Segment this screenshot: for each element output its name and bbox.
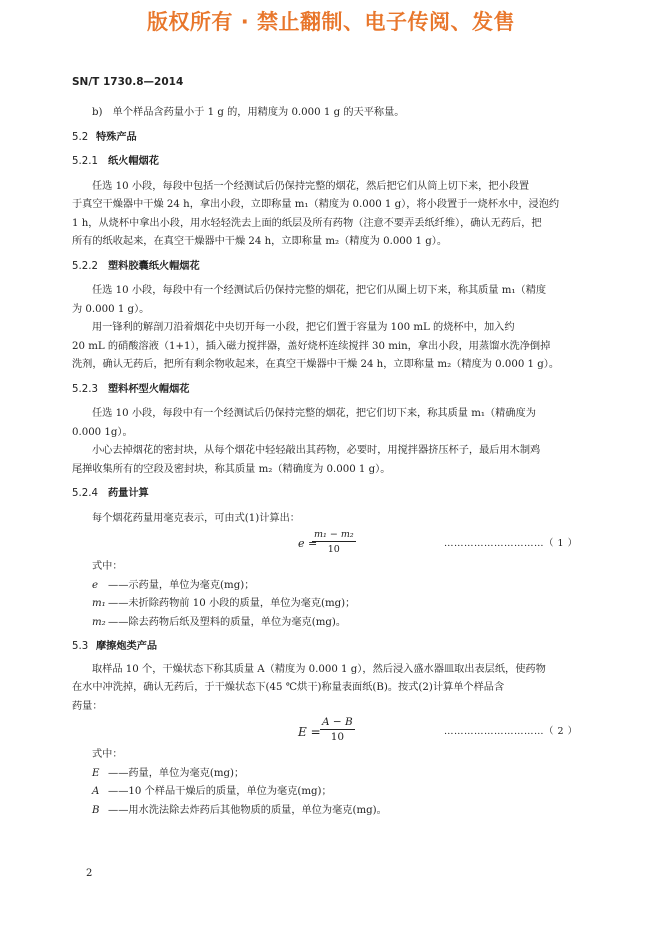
page-number: 2 [86, 868, 93, 879]
heading-5-2-1 [72, 153, 588, 172]
paragraph-line: 任选 10 小段，每段中有一个经测试后仍保持完整的烟花，把它们切下来，称其质量 m₁（精确度为 [92, 408, 536, 419]
heading-5-2-3 [72, 381, 588, 400]
definition-symbol: e [92, 579, 99, 591]
where-label: 式中： [92, 749, 123, 760]
paragraph-line: 任选 10 小段，每段中有一个经测试后仍保持完整的烟花，把它们从圈上切下来，称其质量 m₁（精度 [92, 285, 547, 296]
definition-symbol: A [92, 786, 100, 797]
heading-title: 特殊产品 [96, 131, 137, 143]
definition-line [72, 595, 588, 614]
heading-title: 纸火帽烟花 [108, 156, 159, 167]
definition-text: ——10 个样品干燥后的质量，单位为毫克(mg)； [108, 786, 332, 797]
paragraph-line: 为 0.000 1 g）。 [72, 303, 150, 315]
heading-5-2 [72, 129, 588, 148]
formula-fraction [312, 528, 356, 556]
definition-symbol: B [92, 804, 100, 816]
formula-2 [72, 716, 588, 746]
definition-symbol: E [92, 767, 100, 779]
paragraph-line: 在水中冲洗掉，确认无药后，于干燥状态下(45 ℃烘干)称量表面纸(B)。按式(2)计算单个样品含 [72, 682, 505, 693]
paragraph-line: 洗剂，确认无药后，把所有剩余物收起来，在真空干燥器中干燥 24 h，立即称量 m₂（精度为 0.000 1 g）。 [72, 359, 560, 370]
paragraph-line: 20 mL 的硝酸溶液（1+1），插入磁力搅拌器，盖好烧杯连续搅拌 30 min，拿出小段，用蒸馏水洗净倒掉 [72, 340, 551, 352]
paragraph-line: 取样品 10 个，干燥状态下称其质量 A（精度为 0.000 1 g），然后浸入盛水器皿取出表层纸，使药物 [92, 663, 546, 675]
definition-line [72, 783, 588, 802]
formula-denominator: 10 [327, 544, 340, 555]
heading-5-2-2 [72, 258, 588, 277]
heading-title: 摩擦炮类产品 [96, 641, 158, 652]
heading-title: 塑料胶囊纸火帽烟花 [108, 260, 200, 272]
heading-number: 5.2.3 [72, 383, 98, 395]
formula-numerator: m₁ − m₂ [314, 529, 354, 540]
definition-text: ——除去药物后纸及塑料的质量，单位为毫克(mg)。 [108, 616, 347, 628]
where-label: 式中： [92, 561, 123, 572]
equation-number: …………………………（ 2 ） [444, 726, 578, 737]
paragraph-line: 所有的纸收起来，在真空干燥器中干燥 24 h，立即称量 m₂（精度为 0.000 1 g）。 [72, 236, 448, 247]
paragraph-line: 药量： [72, 700, 103, 712]
definition-line [72, 765, 588, 784]
definition-text: ——用水洗法除去炸药后其他物质的质量，单位为毫克(mg)。 [108, 804, 387, 816]
paragraph-line: 小心去掉烟花的密封块，从每个烟花中轻轻敲出其药物，必要时，用搅拌器挤压杯子，最后用木制鸡 [92, 445, 541, 456]
paragraph-line: 尾掸收集所有的空段及密封块，称其质量 m₂（精确度为 0.000 1 g）。 [72, 463, 391, 475]
formula-lhs: e = [298, 537, 318, 550]
definition-text: ——药量，单位为毫克(mg)； [108, 767, 245, 779]
paragraph-line: 1 h，从烧杯中拿出小段，用水轻轻洗去上面的纸层及所有药物（注意不要弄丢纸纤维），确认无药后，把 [72, 217, 542, 229]
formula-numerator: A − B [322, 716, 353, 728]
heading-title: 塑料杯型火帽烟花 [108, 383, 190, 395]
paragraph-line: 用一锋利的解剖刀沿着烟花中央切开每一小段，把它们置于容量为 100 mL 的烧杯中，加入约 [92, 322, 515, 333]
formula-denominator: 10 [330, 731, 345, 743]
copyright-watermark: 版权所有 · 禁止翻制、电子传阅、发售 [146, 10, 516, 34]
definition-symbol: m₂ [92, 616, 106, 628]
equation-number: …………………………（ 1 ） [444, 538, 578, 549]
heading-number: 5.2.4 [72, 488, 98, 499]
formula-fraction [320, 716, 355, 744]
heading-number: 5.2.1 [72, 156, 98, 167]
standard-code: SN/T 1730.8—2014 [72, 76, 184, 88]
definition-line [72, 614, 588, 633]
definition-line [72, 577, 588, 596]
heading-number: 5.3 [72, 641, 89, 652]
definition-line [72, 802, 588, 821]
paragraph-line: 于真空干燥器中干燥 24 h，拿出小段，立即称量 m₁（精度为 0.000 1 g），将小段置于一烧杯水中，浸泡约 [72, 199, 560, 210]
paragraph-line: 任选 10 小段，每段中包括一个经测试后仍保持完整的烟花，然后把它们从筒上切下来，把小段置 [92, 180, 530, 192]
heading-number: 5.2.2 [72, 260, 98, 272]
definition-text: ——未折除药物前 10 小段的质量，单位为毫克(mg)； [108, 598, 356, 609]
heading-number: 5.2 [72, 131, 89, 143]
document-body [72, 104, 588, 820]
heading-5-2-4 [72, 485, 588, 504]
paragraph-line: 0.000 1g）。 [72, 426, 133, 438]
definition-symbol: m₁ [92, 598, 106, 609]
definition-text: ——示药量，单位为毫克(mg)； [108, 579, 255, 591]
heading-5-3 [72, 638, 588, 657]
formula-1 [72, 528, 588, 558]
paragraph-line: 每个烟花药量用毫克表示，可由式(1)计算出： [92, 512, 300, 524]
heading-title: 药量计算 [108, 488, 149, 499]
list-item-b: b) 单个样品含药量小于 1 g 的，用精度为 0.000 1 g 的天平称量。 [92, 107, 405, 118]
formula-lhs: E = [298, 725, 321, 739]
